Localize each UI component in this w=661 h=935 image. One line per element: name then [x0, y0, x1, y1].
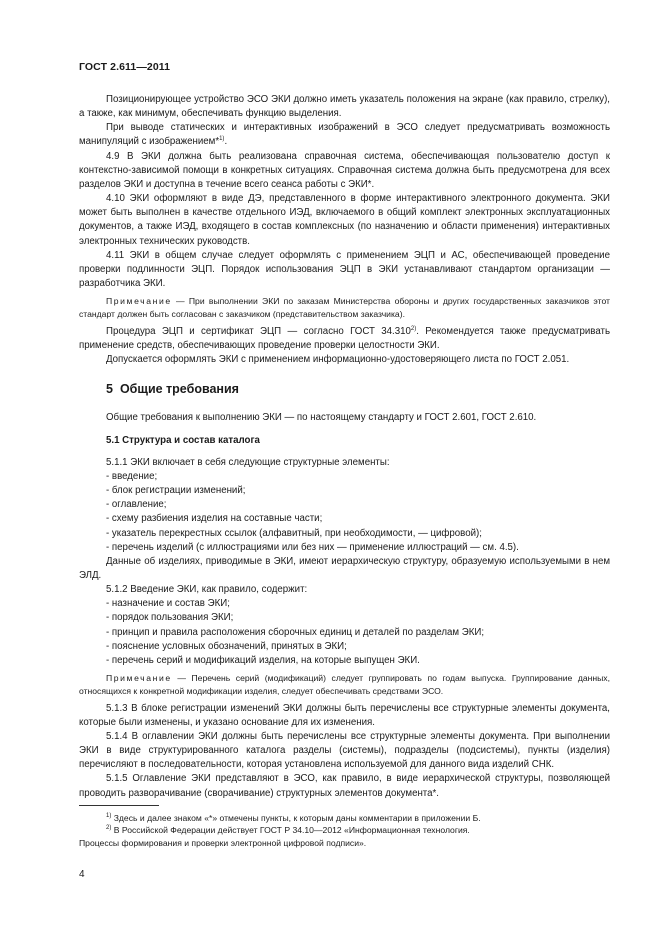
paragraph-static-images [79, 121, 610, 149]
list-item: - перечень серий и модификаций изделия, на которые выпущен ЭКИ. [106, 654, 420, 666]
list-item: - блок регистрации изменений; [106, 485, 246, 497]
paragraph-static-images-text: При выводе статических и интерактивных изображений в ЭСО следует предусматривать возможность манипуляций с изображением* [79, 122, 610, 148]
list-item: - оглавление; [106, 499, 167, 511]
clause-4-9: 4.9 В ЭКИ должна быть реализована справочная система, обеспечивающая пользователю доступ к контекстно-зависимой помощи в конкретных ситуациях. Справочная система должна быть предусмотрена для всех разделов ЭКИ и доступна в течение всего сеанса работы с ЭКИ*. [79, 150, 610, 190]
page-number: 4 [79, 869, 85, 880]
footnote-ref-1: 1) [219, 136, 225, 143]
list-item: - порядок пользования ЭКИ; [106, 612, 234, 624]
paragraph-procedure [79, 325, 610, 353]
footnote-text: Здесь и далее знаком «*» отмечены пункты, к которым даны комментарии в приложении Б. [111, 812, 481, 823]
section-5-heading [106, 382, 610, 396]
footnote-1 [79, 812, 610, 825]
paragraph-procedure-end: . Рекомендуется также предусматривать применение средств, обеспечивающих проведение проверки целостности ЭКИ. [79, 325, 610, 351]
clause-5-1-2: 5.1.2 Введение ЭКИ, как правило, содержит: [106, 584, 308, 596]
clause-5-1-3: 5.1.3 В блоке регистрации изменений ЭКИ должны быть перечислены все структурные элементы документа, которые были изменены, и указано основание для их изменения. [79, 702, 610, 728]
list-item: - указатель перекрестных ссылок (алфавитный, при необходимости, — цифровой); [106, 527, 482, 539]
paragraph-procedure-text: Процедура ЭЦП и сертификат ЭЦП — согласно ГОСТ 34.310 [106, 325, 411, 337]
note-text: — Перечень серий (модификаций) следует группировать по годам выпуска. Группирование данных, относящихся к конкретной модификации изделия, следует обеспечивать средствами ЭСО. [79, 673, 610, 696]
footnote-divider [79, 805, 159, 806]
paragraph-allowed: Допускается оформлять ЭКИ с применением информационно-удостоверяющего листа по ГОСТ 2.051. [106, 354, 570, 366]
clause-5-1-4: 5.1.4 В оглавлении ЭКИ должны быть перечислены все структурные элементы документа. При выполнении ЭКИ в виде структурированного каталога разделы (системы), подразделы (подсистемы), пункты (изделия) перечисляют в последовательности, которая установлена используемой для данного вида изделий СНК. [79, 730, 610, 771]
note-label: Примечание [106, 673, 172, 684]
section-5-intro: Общие требования к выполнению ЭКИ — по настоящему стандарту и ГОСТ 2.601, ГОСТ 2.610. [106, 412, 537, 424]
clause-4-10: 4.10 ЭКИ оформляют в виде ДЭ, представленного в форме интерактивного электронного документа. ЭКИ может быть выполнен в качестве отдельного ИЭД, включаемого в общий комплект электронных эксплуатационных документов, а также ИЭД, входящего в состав комплексных (по назначению и области применения) интерактивных электронных технических руководств. [79, 193, 610, 247]
paragraph-static-images-end: . [224, 136, 228, 148]
note-customer [79, 295, 610, 321]
list-item: - назначение и состав ЭКИ; [106, 598, 230, 610]
list-item: - перечень изделий (с иллюстрациями или без них — применение иллюстраций — см. 4.5). [106, 541, 519, 553]
section-title: Общие требования [119, 382, 239, 397]
paragraph-data-hierarchy: Данные об изделиях, приводимые в ЭКИ, имеют иерархическую структуру, образуемую используемыми в нем ЭЛД. [79, 555, 610, 581]
page-content [79, 93, 610, 850]
note-series [79, 672, 610, 698]
footnote-text: В Российской Федерации действует ГОСТ Р 34.10—2012 «Информационная технология. [111, 825, 470, 836]
section-number: 5 [106, 382, 113, 397]
note-text: — При выполнении ЭКИ по заказам Министерства обороны и других государственных заказчиков этот стандарт должен быть согласован с заказчиком (представительством заказчика). [79, 296, 610, 319]
subsection-5-1-heading: 5.1 Структура и состав каталога [106, 434, 260, 446]
list-item: - принцип и правила расположения сборочных единиц и деталей по разделам ЭКИ; [106, 626, 485, 638]
footnote-mark: 2) [106, 825, 112, 832]
list-item: - схему разбиения изделия на составные части; [106, 513, 323, 525]
footnote-ref-2: 2) [410, 325, 417, 332]
list-item: - введение; [106, 470, 158, 482]
clause-5-1-1: 5.1.1 ЭКИ включает в себя следующие структурные элементы: [106, 456, 390, 468]
paragraph-positioning-device: Позиционирующее устройство ЭСО ЭКИ должно иметь указатель положения на экране (как правило, стрелку), а также, как минимум, обеспечивать функцию выделения. [79, 94, 610, 120]
clause-5-1-5: 5.1.5 Оглавление ЭКИ представляют в ЭСО, как правило, в виде иерархической структуры, позволяющей проводить разворачивание (сворачивание) структурных элементов документа*. [79, 773, 610, 799]
list-item: - пояснение условных обозначений, принятых в ЭКИ; [106, 640, 347, 652]
footnotes [79, 812, 610, 850]
footnote-mark: 1) [106, 812, 112, 819]
footnote-2 [79, 824, 610, 837]
document-header: ГОСТ 2.611—2011 [79, 61, 171, 73]
note-label: Примечание [106, 296, 172, 307]
clause-4-11: 4.11 ЭКИ в общем случае следует оформлять с применением ЭЦП и АС, обеспечивающей проведение проверки подлинности ЭЦП. Порядок использования ЭЦП в ЭКИ устанавливают стандартом организации — разработчика ЭКИ. [79, 249, 610, 290]
footnote-2-continuation: Процессы формирования и проверки электронной цифровой подписи». [79, 837, 367, 848]
